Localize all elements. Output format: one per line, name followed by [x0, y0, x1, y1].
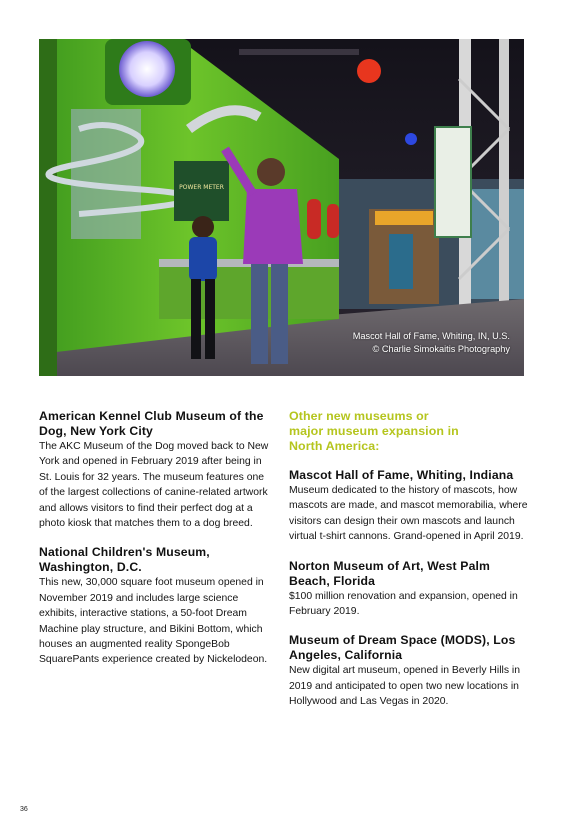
photo-caption [353, 330, 510, 356]
section-heading-line: North America: [289, 439, 380, 453]
article-museum-of-dream-space [289, 633, 529, 709]
article-body: The AKC Museum of the Dog moved back to New York and opened in February 2019 after being in St. Louis for 32 years. The museum features one of the largest collections of canine-related artwork and allows visitors to find their perfect dog at a photo kiosk that matches them to a dog breed. [39, 441, 269, 530]
museum-photo-illustration [39, 39, 524, 376]
article-body: This new, 30,000 square foot museum opened in November 2019 and includes large science exhibits, interactive stations, a 50-foot Dream Machine play structure, and Bikini Bottom, which houses an augmented reality SpongeBob SquarePants experience created by Nickelodeon. [39, 577, 268, 666]
section-heading-line: Other new museums or [289, 409, 429, 423]
power-meter-sign: POWER METER [179, 184, 224, 191]
left-column [39, 409, 275, 682]
article-body: Museum dedicated to the history of mascots, how mascots are made, and mascot memorabilia, where visitors can design their own mascots and launch virtual t-shirt cannons. Grand-opened in April 2019. [289, 485, 528, 543]
article-norton-museum [289, 559, 529, 620]
article-title: National Children's Museum, Washington, D.C. [39, 545, 210, 575]
photo-caption-credit: © Charlie Simokaitis Photography [372, 344, 510, 354]
article-mascot-hall-of-fame [289, 468, 529, 545]
right-column [289, 409, 529, 724]
article-national-childrens-museum [39, 545, 275, 667]
article-title: American Kennel Club Museum of the Dog, New York City [39, 409, 264, 438]
section-heading [289, 409, 529, 454]
article-title: Museum of Dream Space (MODS), Los Angeles, California [289, 633, 516, 663]
museum-photo [39, 39, 524, 376]
page-number: 36 [20, 806, 28, 813]
article-body: $100 million renovation and expansion, opened in February 2019. [289, 590, 518, 618]
article-title: Norton Museum of Art, West Palm Beach, Florida [289, 558, 491, 588]
article-title: Mascot Hall of Fame, Whiting, Indiana [289, 468, 514, 482]
photo-caption-location: Mascot Hall of Fame, Whiting, IN, U.S. [352, 331, 510, 341]
section-heading-line: major museum expansion in [289, 424, 459, 438]
article-akc-museum [39, 409, 275, 531]
article-body: New digital art museum, opened in Beverly Hills in 2019 and anticipated to open two new locations in Hollywood and Las Vegas in 2020. [289, 665, 521, 708]
